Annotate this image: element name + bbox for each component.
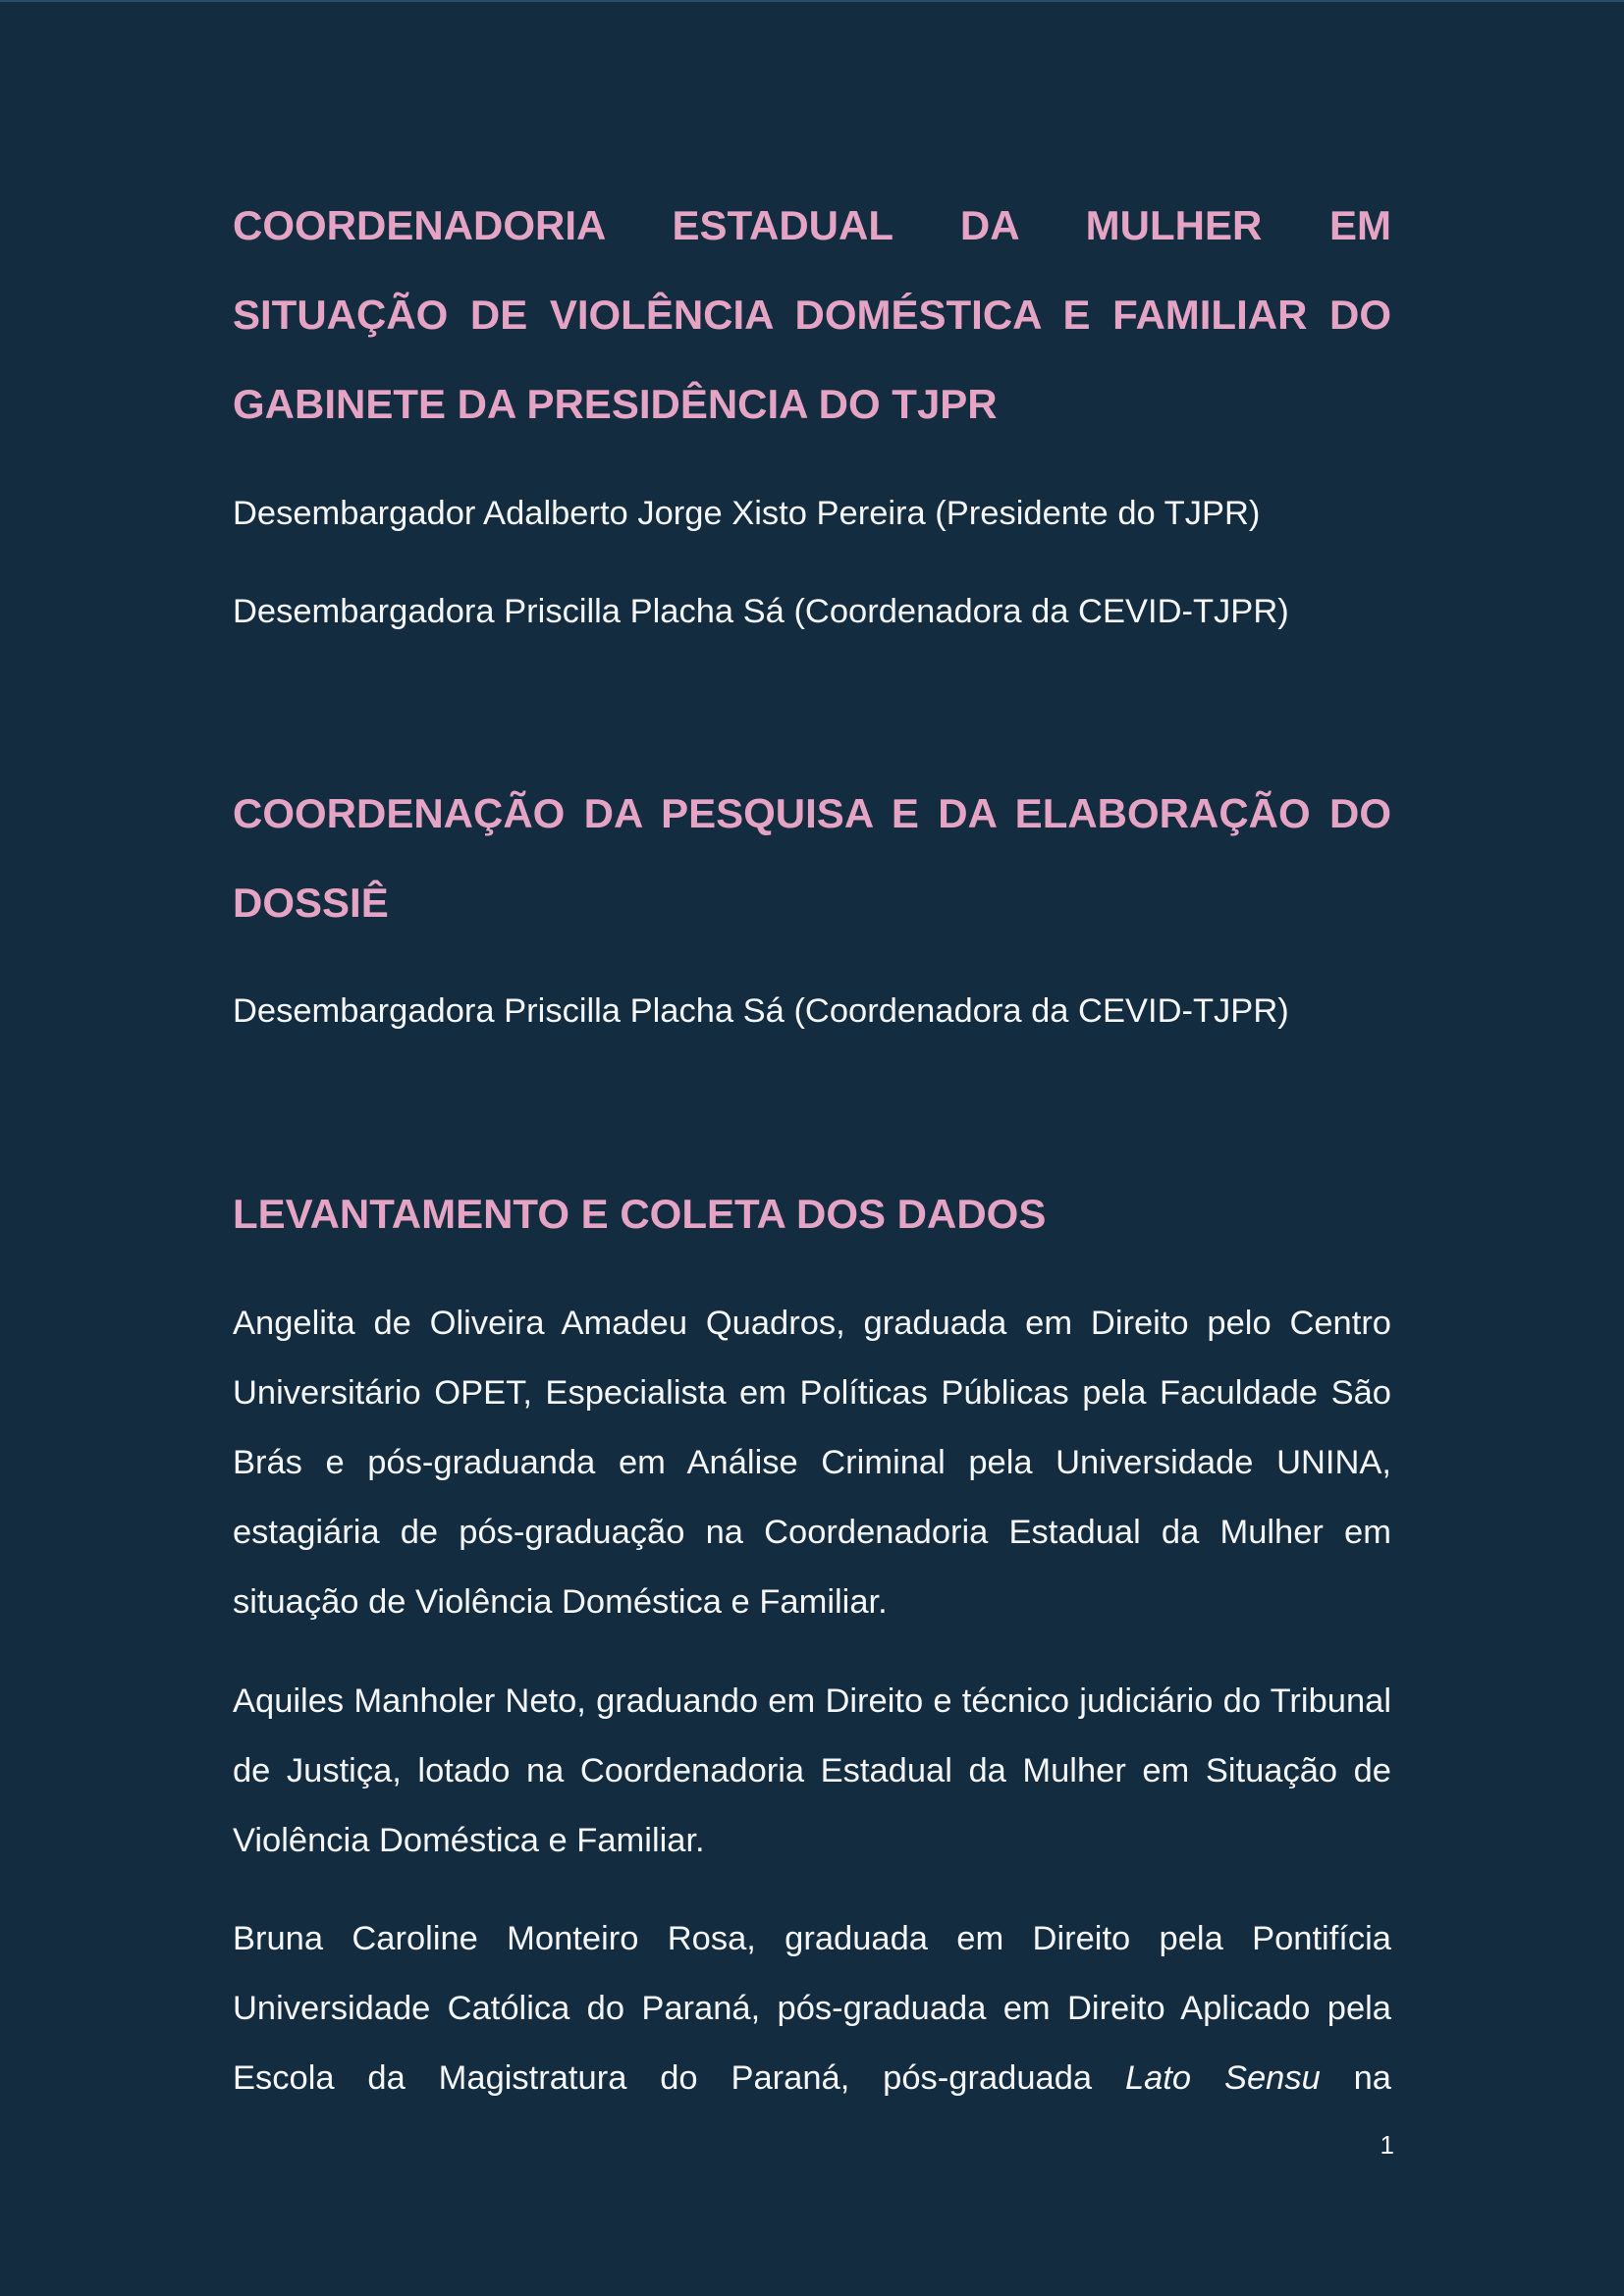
staff-line-coordenadora: Desembargadora Priscilla Placha Sá (Coordenadora da CEVID-TJPR) xyxy=(233,593,1289,630)
section-heading-coordenacao-pesquisa: COORDENAÇÃO DA PESQUISA E DA ELABORAÇÃO DO DOSSIÊ xyxy=(233,790,1391,926)
bio-text-bruna: Bruna Caroline Monteiro Rosa, graduada em Direito pela Pontifícia Universidade Católica do Paraná, pós-graduada em Direito Aplicado pela Escola da Magistratura do Paraná, pós-graduada xyxy=(233,1920,1391,2097)
bio-paragraph-angelita: Angelita de Oliveira Amadeu Quadros, graduada em Direito pelo Centro Universitário OPET, Especialista em Políticas Públicas pela Faculdade São Brás e pós-graduanda em Análise Criminal pela Universidade UNINA, estagiária de pós-graduação na Coordenadoria Estadual da Mulher em situação de Violência Doméstica e Familiar. xyxy=(233,1305,1391,1621)
section-heading-levantamento: LEVANTAMENTO E COLETA DOS DADOS xyxy=(233,1191,1047,1237)
staff-line-presidente: Desembargador Adalberto Jorge Xisto Pereira (Presidente do TJPR) xyxy=(233,495,1261,532)
page-number: 1 xyxy=(1380,2130,1394,2160)
bio-text-bruna-end: na xyxy=(1320,2059,1391,2097)
bio-paragraph-aquiles: Aquiles Manholer Neto, graduando em Direito e técnico judiciário do Tribunal de Justiça, lotado na Coordenadoria Estadual da Mulher em Situação de Violência Doméstica e Familiar. xyxy=(233,1682,1391,1859)
bio-paragraph-bruna xyxy=(233,1904,1391,2113)
top-border xyxy=(0,0,1624,2)
section-heading-coordenadoria: COORDENADORIA ESTADUAL DA MULHER EM SITUAÇÃO DE VIOLÊNCIA DOMÉSTICA E FAMILIAR DO GABINETE DA PRESIDÊNCIA DO TJPR xyxy=(233,202,1391,427)
staff-line-coordenadora-dossie: Desembargadora Priscilla Placha Sá (Coordenadora da CEVID-TJPR) xyxy=(233,992,1289,1030)
italic-lato-sensu: Lato Sensu xyxy=(1124,2059,1321,2097)
